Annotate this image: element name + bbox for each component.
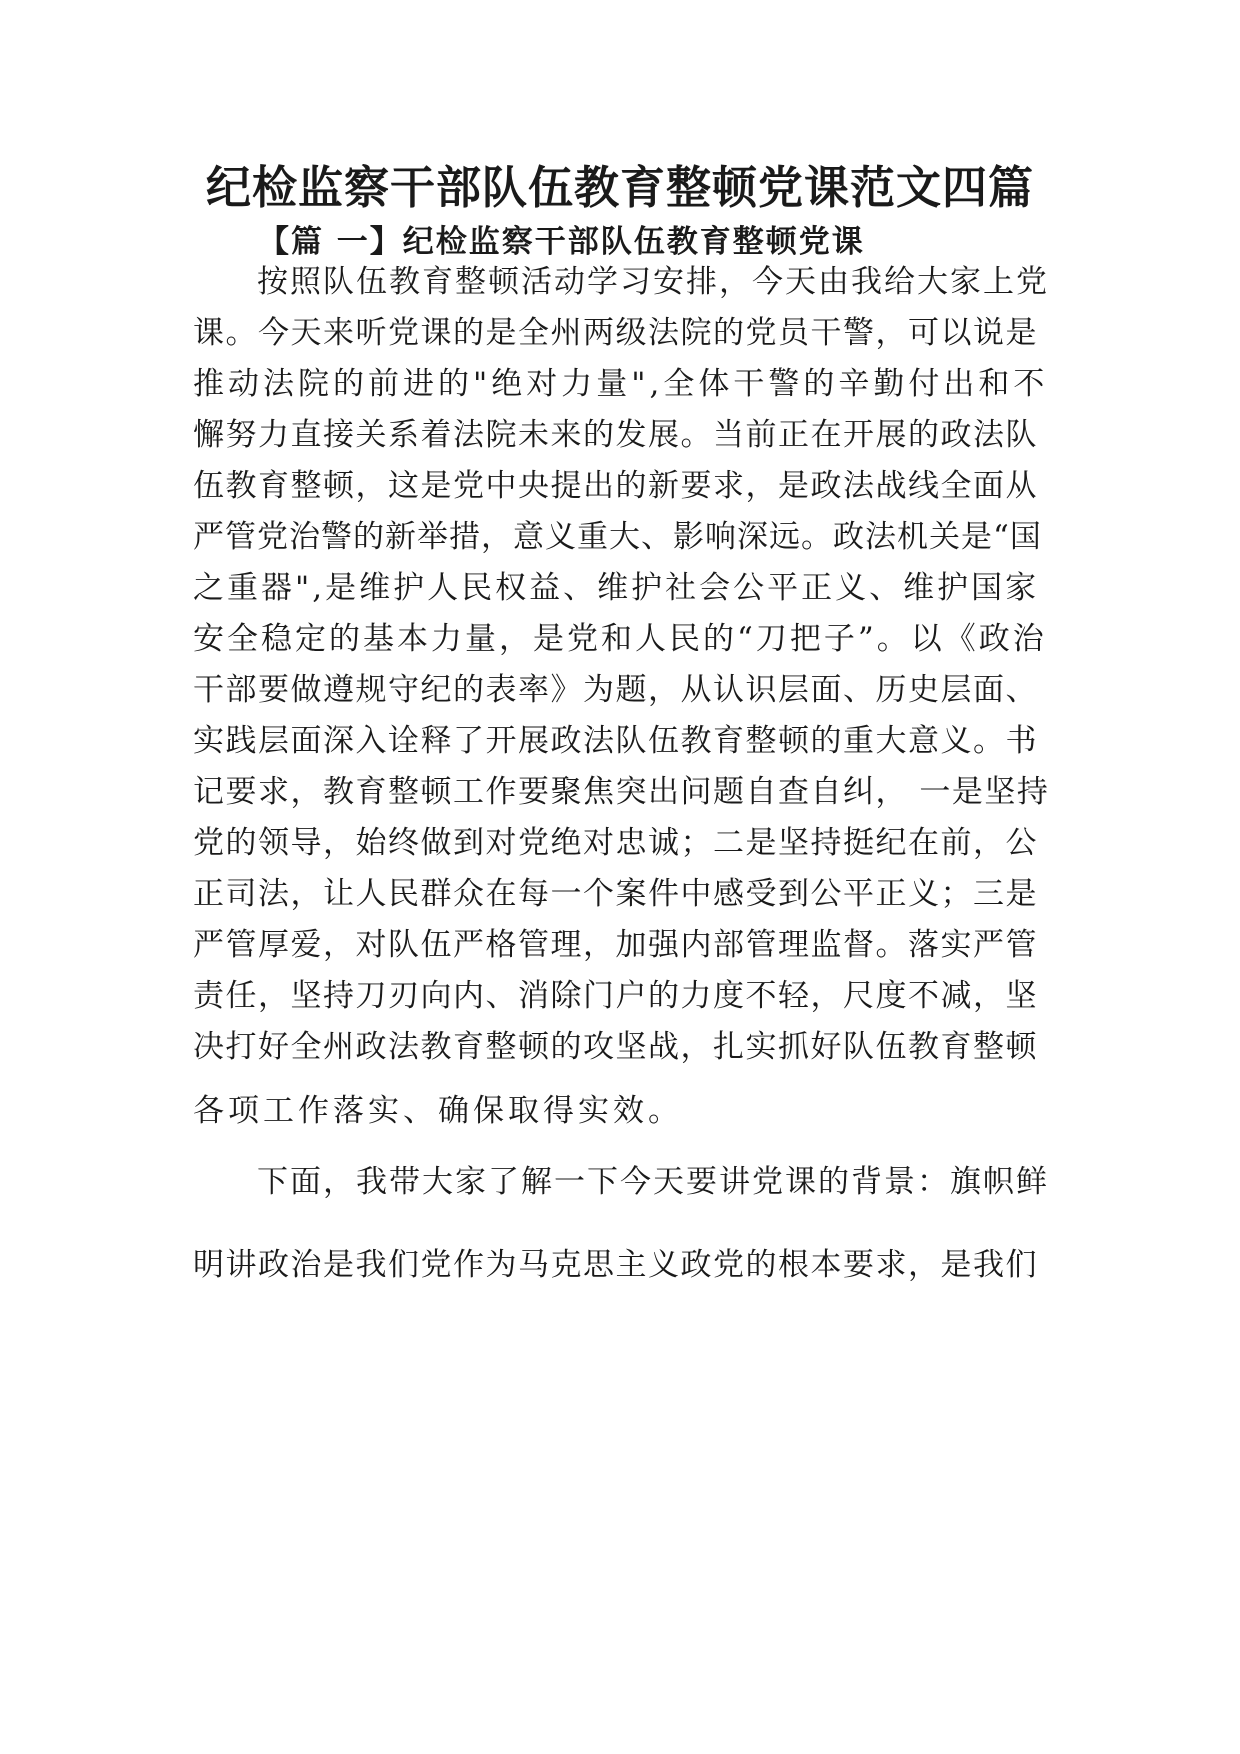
paragraph-line: 推动法院的前进的"绝对力量",全体干警的辛勤付出和不 xyxy=(193,366,1049,402)
paragraph-line: 严管厚爱，对队伍严格管理，加强内部管理监督。落实严管 xyxy=(193,927,1038,963)
paragraph-line: 按照队伍教育整顿活动学习安排，今天由我给大家上党 xyxy=(257,264,1049,300)
paragraph-line: 决打好全州政法教育整顿的攻坚战，扎实抓好队伍教育整顿 xyxy=(193,1029,1038,1065)
paragraph-line: 各项工作落实、确保取得实效。 xyxy=(193,1093,683,1129)
paragraph-line: 正司法，让人民群众在每一个案件中感受到公平正义；三是 xyxy=(193,876,1038,912)
paragraph-line: 责任，坚持刀刃向内、消除门户的力度不轻，尺度不减，坚 xyxy=(193,978,1038,1014)
paragraph-line: 课。今天来听党课的是全州两级法院的党员干警，可以说是 xyxy=(193,315,1038,351)
paragraph-line: 记要求，教育整顿工作要聚焦突出问题自查自纠， 一是坚持 xyxy=(193,774,1050,810)
paragraph-line: 伍教育整顿，这是党中央提出的新要求，是政法战线全面从 xyxy=(193,468,1038,504)
section-heading: 【篇 一】纪检监察干部队伍教育整顿党课 xyxy=(258,224,865,260)
paragraph-line: 之重器",是维护人民权益、维护社会公平正义、维护国家 xyxy=(193,570,1040,606)
paragraph-line: 干部要做遵规守纪的表率》为题，从认识层面、历史层面、 xyxy=(193,672,1038,708)
paragraph-line: 下面，我带大家了解一下今天要讲党课的背景：旗帜鲜 xyxy=(257,1164,1049,1200)
paragraph-line: 党的领导，始终做到对党绝对忠诚；二是坚持挺纪在前，公 xyxy=(193,825,1038,861)
paragraph-line: 实践层面深入诠释了开展政法队伍教育整顿的重大意义。书 xyxy=(193,723,1038,759)
paragraph-line: 明讲政治是我们党作为马克思主义政党的根本要求，是我们 xyxy=(193,1247,1038,1283)
paragraph-line: 懈努力直接关系着法院未来的发展。当前正在开展的政法队 xyxy=(193,417,1038,453)
paragraph-line: 严管党治警的新举措，意义重大、影响深远。政法机关是“国 xyxy=(193,519,1042,555)
paragraph-line: 安全稳定的基本力量，是党和人民的“刀把子”。以《政治 xyxy=(193,621,1047,657)
document-title: 纪检监察干部队伍教育整顿党课范文四篇 xyxy=(205,161,1034,214)
